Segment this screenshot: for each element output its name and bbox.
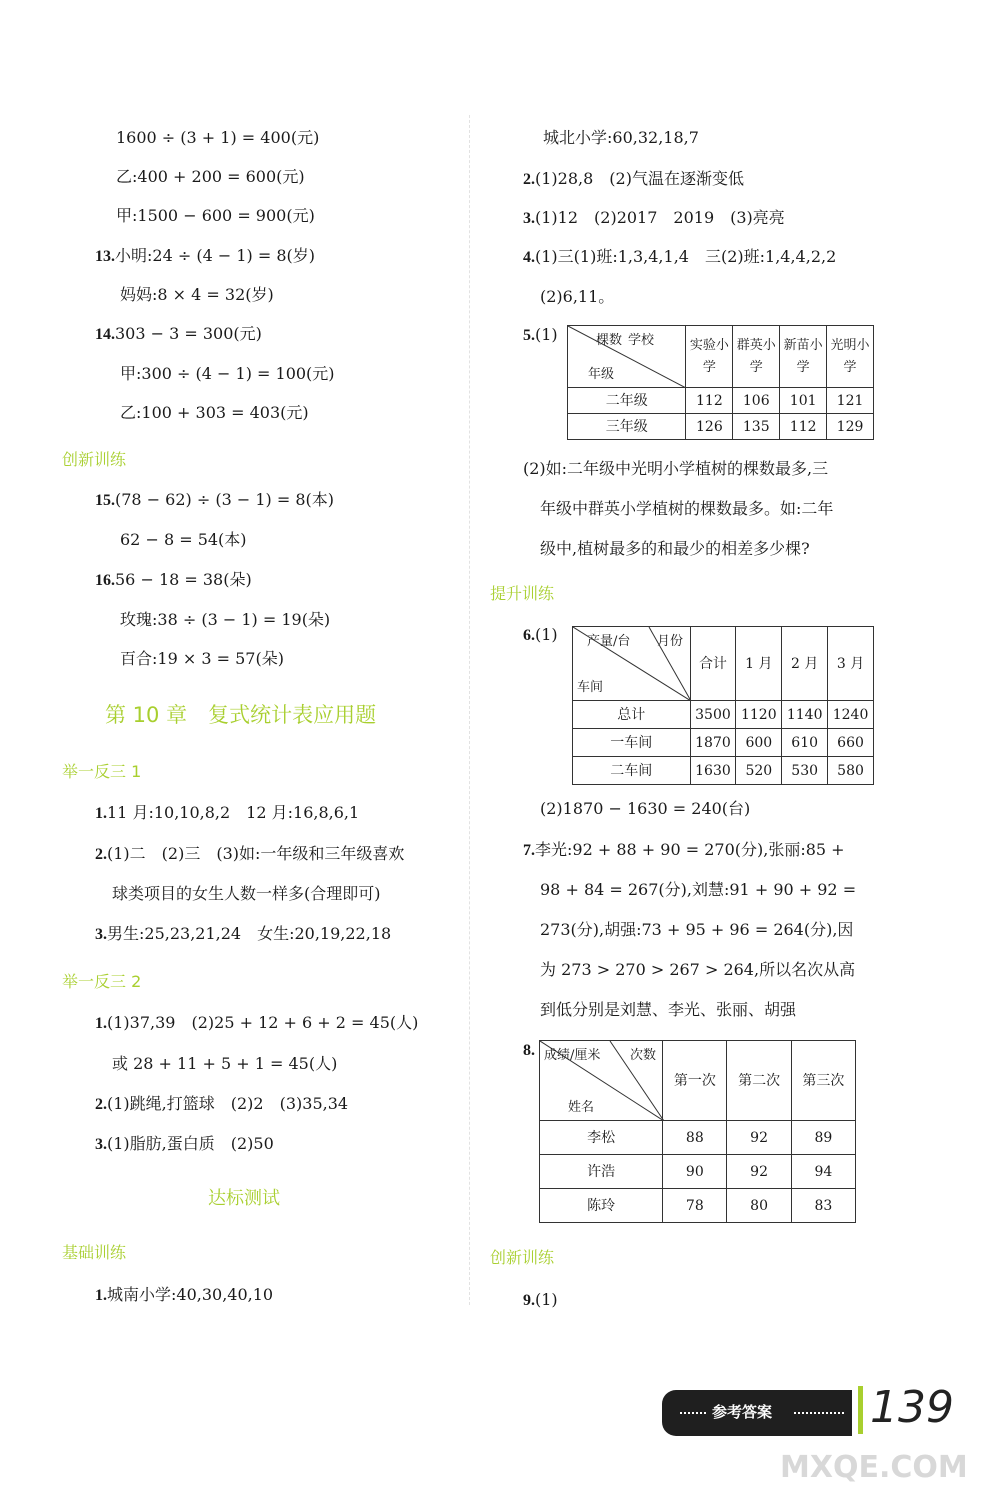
question-3	[523, 208, 785, 229]
question-number: 5.	[523, 327, 535, 344]
question-number: 16.	[95, 572, 115, 589]
corner-label-bottom: 姓名	[568, 1100, 595, 1115]
answer-line: 甲:300 ÷ (4 − 1) = 100(元)	[120, 364, 335, 383]
page-number-bar	[858, 1386, 863, 1434]
answer-line: 乙:400 + 200 = 600(元)	[116, 167, 305, 186]
table-cell: 121	[827, 388, 874, 414]
table-cell: 1630	[690, 757, 736, 785]
question-number: 6.	[523, 627, 535, 644]
table-cell: 3500	[690, 701, 736, 729]
table-cell: 1120	[736, 701, 782, 729]
production-table	[572, 626, 874, 785]
table-cell: 610	[782, 729, 828, 757]
sub-label: (1)	[535, 625, 558, 644]
corner-label-top: 月份	[657, 634, 684, 649]
answer-line: 百合:19 × 3 = 57(朵)	[120, 649, 284, 668]
answer-line: 62 − 8 = 54(本)	[120, 530, 247, 549]
scores-table	[539, 1040, 856, 1223]
answer-text: (1)37,39 (2)25 + 12 + 6 + 2 = 45(人)	[107, 1013, 419, 1032]
question-1	[95, 1013, 418, 1034]
question-number: 3.	[95, 1136, 107, 1153]
table-cell: 520	[736, 757, 782, 785]
answer-line: 乙:100 + 303 = 403(元)	[120, 403, 309, 422]
answer-line: 或 28 + 11 + 5 + 1 = 45(人)	[112, 1054, 338, 1073]
question-14	[95, 324, 262, 345]
sub-label: (1)	[535, 325, 558, 344]
table-cell: 83	[791, 1189, 855, 1223]
question-4	[523, 247, 836, 268]
dotted-rule	[794, 1412, 844, 1414]
header-corner-cell	[540, 1041, 663, 1121]
corner-label-bottom: 车间	[577, 680, 604, 695]
section-heading: 举一反三 2	[62, 972, 142, 991]
table-cell: 90	[663, 1155, 727, 1189]
column-divider	[469, 115, 470, 1305]
question-number: 3.	[523, 210, 535, 227]
answer-text: (1)三(1)班:1,3,4,1,4 三(2)班:1,4,4,2,2	[535, 247, 837, 266]
question-5	[523, 325, 558, 346]
question-1	[95, 803, 359, 824]
question-2	[523, 169, 744, 190]
corner-label-top: 学校	[628, 333, 655, 348]
answer-text: (1)28,8 (2)气温在逐渐变低	[535, 169, 744, 188]
question-number: 2.	[95, 1096, 107, 1113]
table-cell: 106	[733, 388, 780, 414]
column-header: 第三次	[791, 1041, 855, 1121]
column-header: 合计	[690, 627, 736, 701]
answer-line: 98 + 84 = 267(分),刘慧:91 + 90 + 92 =	[540, 880, 857, 899]
chapter-title: 第 10 章 复式统计表应用题	[105, 703, 377, 727]
answer-line: 甲:1500 − 600 = 900(元)	[116, 206, 315, 225]
table-cell: 660	[828, 729, 874, 757]
question-number: 14.	[95, 326, 115, 343]
section-heading: 创新训练	[490, 1248, 555, 1267]
watermark: MXQE.COM	[780, 1450, 968, 1485]
answer-line: 到低分别是刘慧、李光、张丽、胡强	[540, 1000, 797, 1019]
answer-text: 男生:25,23,21,24 女生:20,19,22,18	[107, 924, 392, 943]
answer-text: 56 − 18 = 38(朵)	[115, 570, 252, 589]
table-cell: 530	[782, 757, 828, 785]
question-number: 7.	[523, 842, 535, 859]
answer-text: 小明:24 ÷ (4 − 1) = 8(岁)	[115, 246, 315, 265]
row-label: 二年级	[568, 388, 686, 414]
question-number: 3.	[95, 926, 107, 943]
question-3	[95, 924, 391, 945]
section-heading: 提升训练	[490, 584, 555, 603]
section-heading: 创新训练	[62, 450, 127, 469]
table-cell: 94	[791, 1155, 855, 1189]
column-header: 实验小学	[686, 326, 733, 388]
question-number: 2.	[523, 171, 535, 188]
header-corner-cell	[573, 627, 691, 701]
answer-line: 为 273 > 270 > 267 > 264,所以名次从高	[540, 960, 856, 979]
sub-label: (1)	[535, 1290, 558, 1309]
header-corner-cell	[568, 326, 686, 388]
answer-text: 城南小学:40,30,40,10	[107, 1285, 274, 1304]
section-title: 达标测试	[208, 1188, 280, 1209]
answer-line: 玫瑰:38 ÷ (3 − 1) = 19(朵)	[120, 610, 331, 629]
corner-label-mid: 成绩/厘米	[544, 1048, 601, 1063]
row-label: 二车间	[573, 757, 691, 785]
answer-text: 303 − 3 = 300(元)	[115, 324, 262, 343]
column-header: 群英小学	[733, 326, 780, 388]
row-label: 一车间	[573, 729, 691, 757]
table-cell: 126	[686, 414, 733, 440]
column-header: 新苗小学	[780, 326, 827, 388]
question-number: 4.	[523, 249, 535, 266]
answer-line: 1600 ÷ (3 + 1) = 400(元)	[116, 128, 320, 147]
section-heading: 举一反三 1	[62, 762, 142, 781]
dotted-rule	[680, 1412, 706, 1414]
question-16	[95, 570, 252, 591]
table-cell: 129	[827, 414, 874, 440]
question-2	[95, 1094, 348, 1115]
answer-text: (1)跳绳,打篮球 (2)2 (3)35,34	[107, 1094, 349, 1113]
question-8	[523, 1040, 535, 1061]
diagonal-lines	[568, 326, 686, 388]
question-number: 15.	[95, 492, 115, 509]
column-header: 1 月	[736, 627, 782, 701]
corner-label-bottom: 年级	[588, 367, 615, 382]
row-label: 李松	[540, 1121, 663, 1155]
question-number: 8.	[523, 1042, 535, 1059]
question-6	[523, 625, 558, 646]
question-7	[523, 840, 845, 861]
table-cell: 135	[733, 414, 780, 440]
column-header: 3 月	[828, 627, 874, 701]
question-number: 1.	[95, 805, 107, 822]
corner-label-mid: 棵数	[596, 333, 623, 348]
question-1	[95, 1285, 273, 1306]
question-number: 13.	[95, 248, 115, 265]
answer-text: (78 − 62) ÷ (3 − 1) = 8(本)	[115, 490, 335, 509]
answer-line: (2)1870 − 1630 = 240(台)	[540, 799, 751, 818]
section-heading: 基础训练	[62, 1243, 127, 1262]
question-number: 9.	[523, 1292, 535, 1309]
column-header: 2 月	[782, 627, 828, 701]
table-cell: 112	[686, 388, 733, 414]
question-number: 1.	[95, 1015, 107, 1032]
table-cell: 80	[727, 1189, 791, 1223]
footer-tab	[662, 1390, 852, 1436]
tree-planting-table	[567, 325, 874, 440]
table-cell: 1140	[782, 701, 828, 729]
table-cell: 1240	[828, 701, 874, 729]
answer-line: (2)6,11。	[540, 287, 615, 306]
answer-line: 级中,植树最多的和最少的相差多少棵?	[540, 539, 810, 558]
table-cell: 112	[780, 414, 827, 440]
row-label: 总计	[573, 701, 691, 729]
question-15	[95, 490, 334, 511]
table-cell: 1870	[690, 729, 736, 757]
table-cell: 92	[727, 1121, 791, 1155]
table-cell: 600	[736, 729, 782, 757]
answer-line: (2)如:二年级中光明小学植树的棵数最多,三	[523, 459, 829, 478]
answer-line: 年级中群英小学植树的棵数最多。如:二年	[540, 499, 834, 518]
answer-text: (1)脂肪,蛋白质 (2)50	[107, 1134, 274, 1153]
table-cell: 92	[727, 1155, 791, 1189]
question-3	[95, 1134, 274, 1155]
row-label: 许浩	[540, 1155, 663, 1189]
answer-text: 李光:92 + 88 + 90 = 270(分),张丽:85 +	[535, 840, 845, 859]
row-label: 陈玲	[540, 1189, 663, 1223]
answer-line: 273(分),胡强:73 + 95 + 96 = 264(分),因	[540, 920, 854, 939]
answer-text: (1)二 (2)三 (3)如:一年级和三年级喜欢	[107, 844, 405, 863]
column-header: 第二次	[727, 1041, 791, 1121]
table-cell: 78	[663, 1189, 727, 1223]
page-number: 139	[870, 1382, 954, 1433]
table-cell: 89	[791, 1121, 855, 1155]
corner-label-top: 次数	[630, 1048, 657, 1063]
column-header: 光明小学	[827, 326, 874, 388]
question-2	[95, 844, 404, 865]
footer-label: 参考答案	[712, 1403, 773, 1421]
table-cell: 88	[663, 1121, 727, 1155]
row-label: 三年级	[568, 414, 686, 440]
answer-text: 11 月:10,10,8,2 12 月:16,8,6,1	[107, 803, 360, 822]
corner-label-mid: 产量/台	[587, 634, 631, 649]
table-cell: 580	[828, 757, 874, 785]
question-number: 2.	[95, 846, 107, 863]
answer-line: 城北小学:60,32,18,7	[543, 128, 699, 147]
answer-line: 妈妈:8 × 4 = 32(岁)	[120, 285, 274, 304]
question-number: 1.	[95, 1287, 107, 1304]
question-9	[523, 1290, 558, 1311]
column-header: 第一次	[663, 1041, 727, 1121]
question-13	[95, 246, 315, 267]
answer-line: 球类项目的女生人数一样多(合理即可)	[112, 884, 381, 903]
answer-text: (1)12 (2)2017 2019 (3)亮亮	[535, 208, 785, 227]
table-cell: 101	[780, 388, 827, 414]
